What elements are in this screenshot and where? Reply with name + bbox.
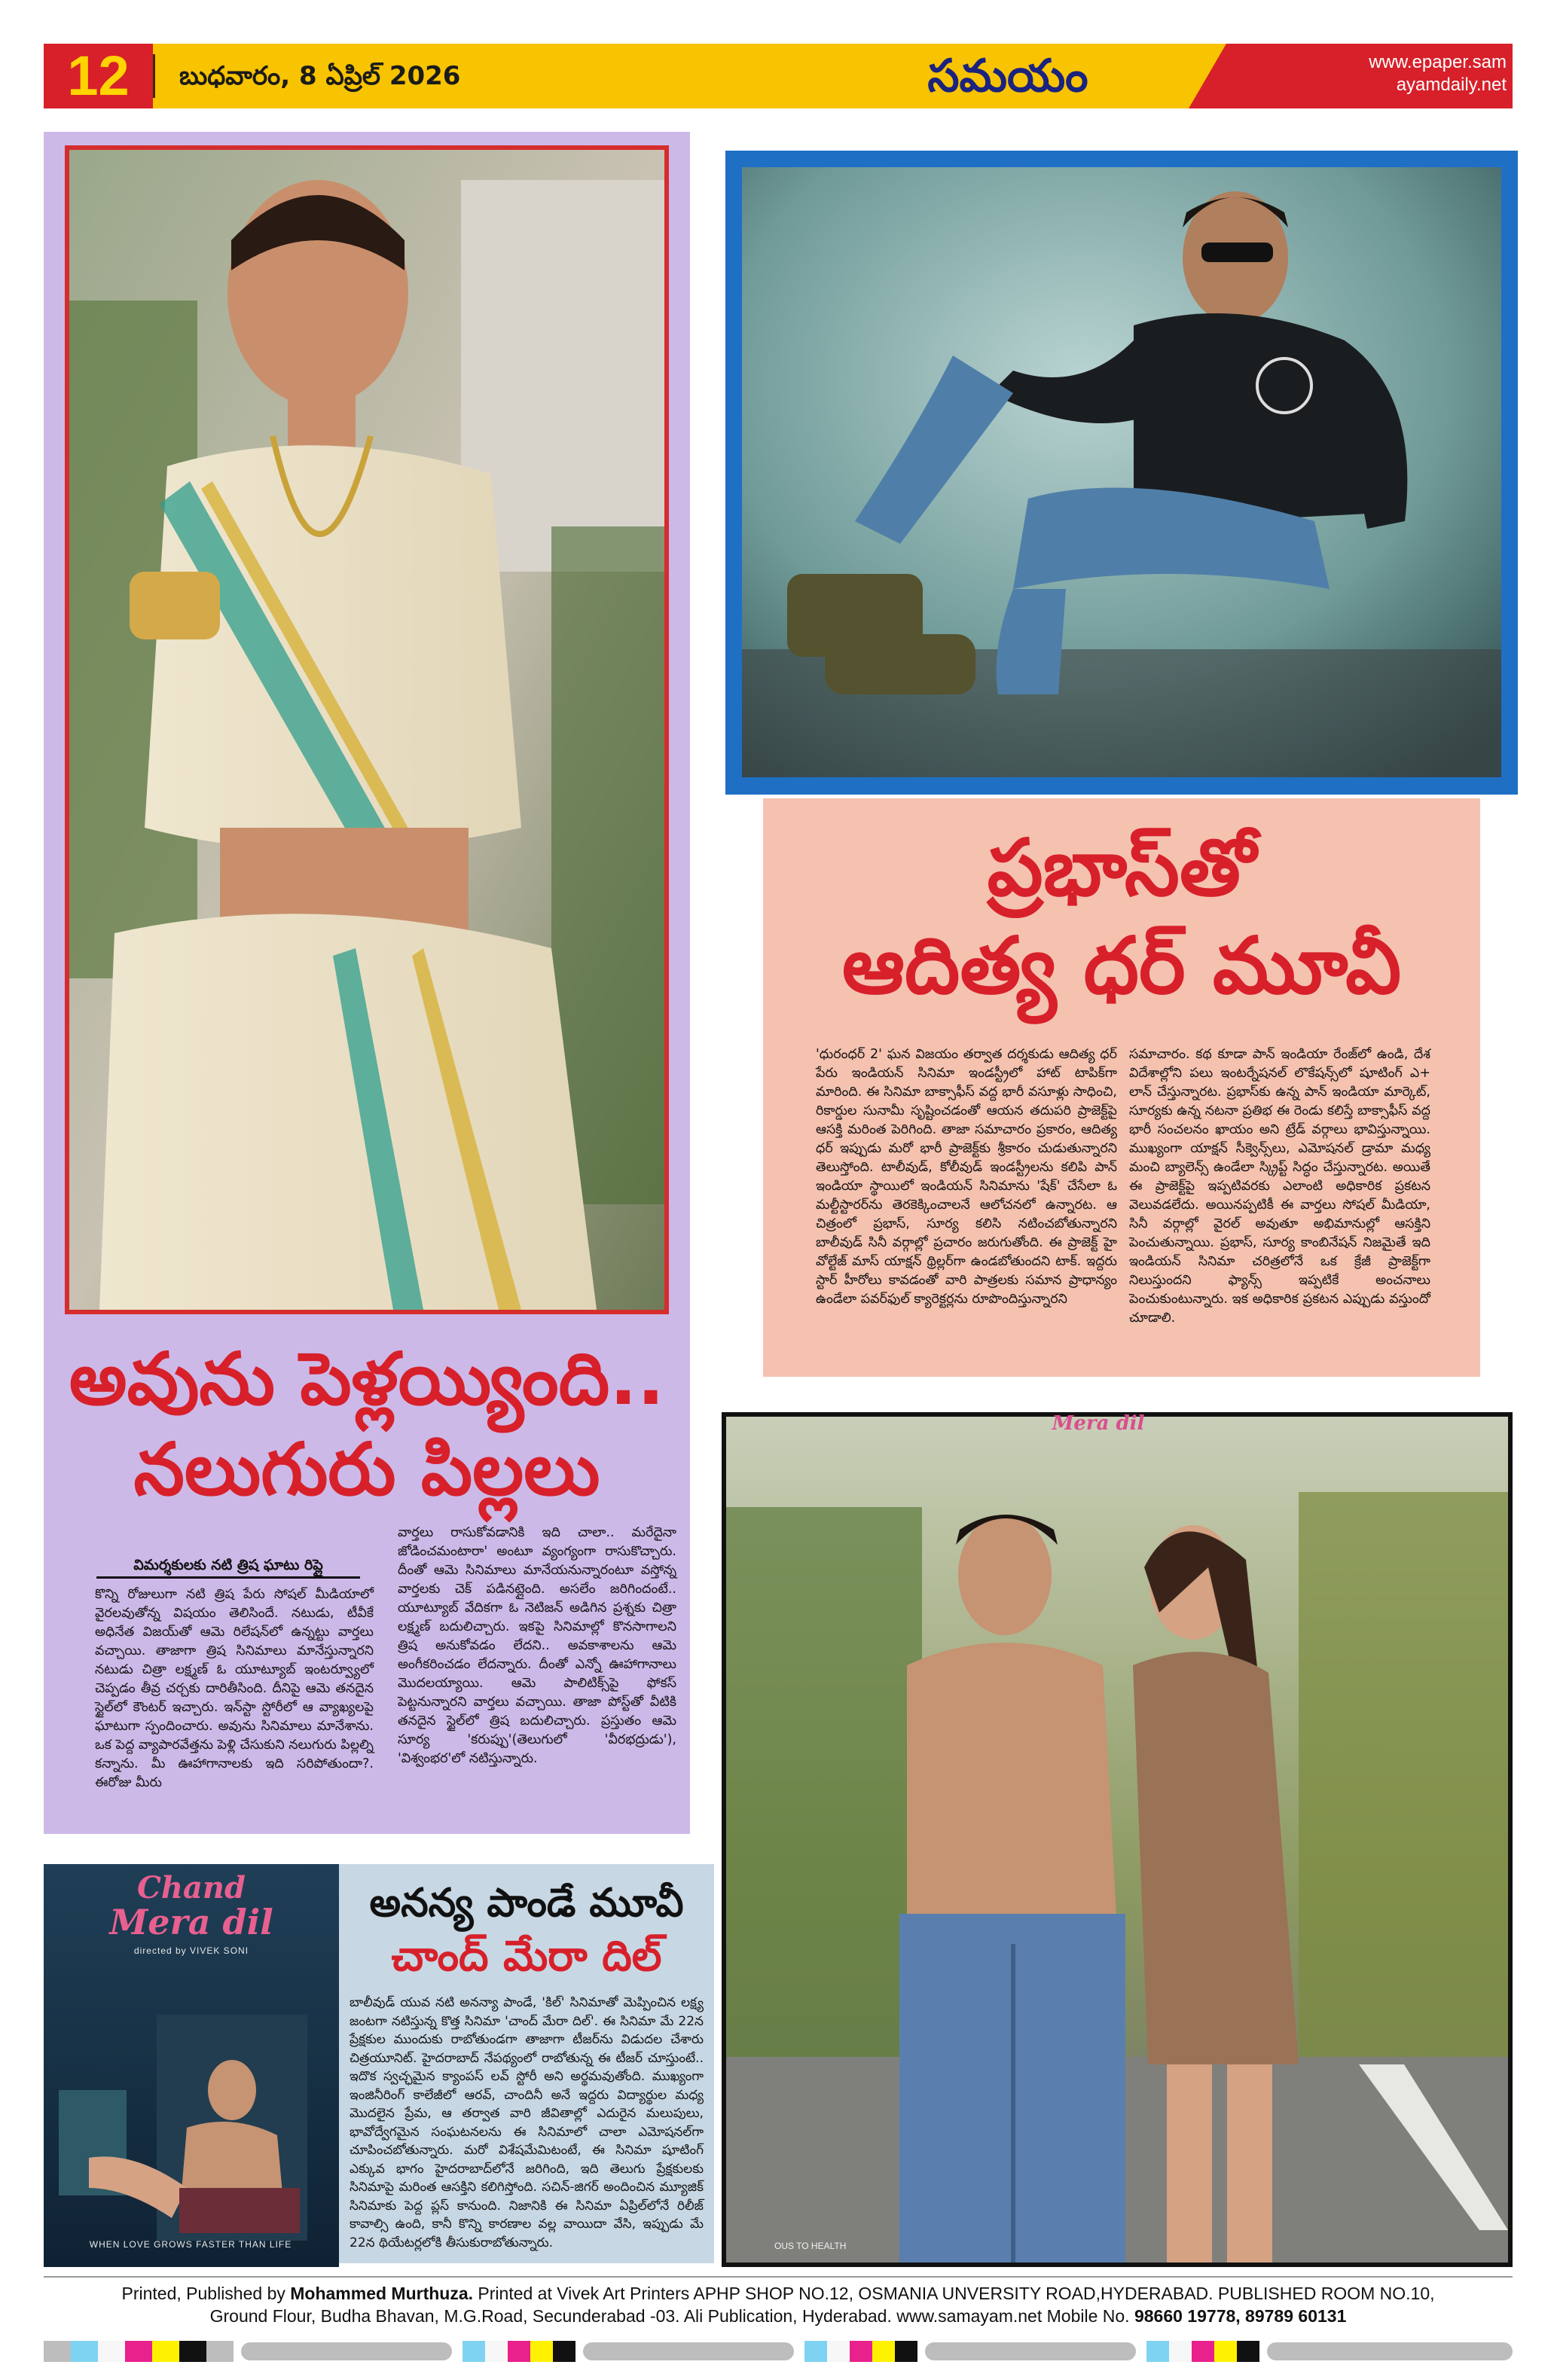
- imprint-mobile: 98660 19778, 89789 60131: [1134, 2306, 1347, 2326]
- trisha-body-column-1: కొన్ని రోజులుగా నటి త్రిష పేరు సోషల్ మీడియాలో వైరలవుతోన్న విషయం తెలిసిందే. నటుడు, టీవీకే అధినేత విజయ్‌తో ఆమె రిలేషన్‌లో ఉన్నట్టు వార్తలు వచ్చాయి. తాజాగా త్రిష సినిమాలు మానేస్తున్నారని నటుడు చిత్రా లక్ష్మణ్ ఓ యూట్యూబ్ ఇంటర్వ్యూలో చెప్పడం తీవ్ర చర్చకు దారితీసింది. దీనిపై ఆమె తనదైన స్టైల్‌లో కౌంటర్ ఇచ్చారు. ఇన్‌స్టా స్టోరీలో ఆ వ్యాఖ్యలపై ఘాటుగా స్పందించారు. అవును సినిమాలు మానేశాను. ఒక పెద్ద వ్యాపారవేత్తను పెళ్లి చేసుకుని నలుగురు పిల్లల్ని కన్నాను. మీ ఊహాగానాలకు ఇది సరిపోతుందా?. ఈరోజు మీరు: [95, 1587, 374, 1790]
- chand-body: బాలీవుడ్ యువ నటి అనన్యా పాండే, 'కిల్' సినిమాతో మెప్పించిన లక్ష్య జంటగా నటిస్తున్న కొత్త సినిమా 'చాంద్ మేరా దిల్'. ఈ సినిమా మే 22న ప్రేక్షకుల ముందుకు రాబోతుండగా తాజాగా టీజర్‌ను విడుదల చేశారు చిత్రయూనిట్. హైదరాబాద్ నేపథ్యంలో రాబోతున్న ఈ టీజర్ చూస్తుంటే.. ఇదొక స్వచ్ఛమైన క్యాంపస్ లవ్ స్టోరీ అని అర్థమవుతోంది. ముఖ్యంగా ఇంజినీరింగ్ కాలేజీలో ఆరవ్, చాందినీ అనే ఇద్దరు విద్యార్థుల మధ్య మొదలైన ప్రేమ, ఆ తర్వాత వారి జీవితాల్లో ఎదురైన మలుపులు, భావోద్వేగమైన సంఘటనలను ఈ సినిమాలో చాలా ఎమోషనల్‌గా చూపించబోతున్నారు. మరో విశేషమేమిటంటే, ఈ సినిమా షూటింగ్ ఎక్కువ భాగం హైదరాబాద్‌లోనే జరిగింది, ఇది తెలుగు ప్రేక్షకులకు సినిమాపై మరింత ఆసక్తిని కలిగిస్తోంది. సచిన్-జిగర్ అందించిన మ్యూజిక్ సినిమాకు పెద్ద ప్లస్ కానుంది. నిజానికి ఈ సినిమా ఏప్రిల్‌లోనే రిలీజ్ కావాల్సి ఉంది, కానీ కొన్ని కారణాల వల్ల వాయిదా వేసి, ఇప్పుడు మే 22న థియేటర్లలోకి తీసుకురాబోతున్నారు.: [350, 1995, 704, 2250]
- epaper-url-line2: ayamdaily.net: [1396, 75, 1507, 95]
- imprint-line2: Ground Flour, Budha Bhavan, M.G.Road, Secunderabad -03. Ali Publication, Hyderabad. www.samayam.net Mobile No.: [209, 2306, 1134, 2326]
- imprint-line1-rest: Printed at Vivek Art Printers APHP SHOP NO.12, OSMANIA UNVERSITY ROAD,HYDERABAD. PUBLISHED ROOM NO.10,: [473, 2284, 1435, 2303]
- trisha-headline-line1: అవును పెళ్లయ్యింది..: [69, 1337, 665, 1421]
- masthead-separator: [153, 54, 155, 98]
- trisha-photo: [69, 150, 664, 1310]
- prabhas-headline-line1: ప్రభాస్‌తో: [987, 822, 1256, 914]
- trisha-headline-line2: నలుగురు పిల్లలు: [133, 1427, 600, 1512]
- issue-date: బుధవారం, 8 ఏప్రిల్ 2026: [179, 61, 461, 91]
- prabhas-body-column-2: సమాచారం. కథ కూడా పాన్ ఇండియా రేంజ్‌లో ఉండి, దేశ విదేశాల్లోని పలు ఇంటర్నేషనల్ లొకేషన్స్‌లో షూటింగ్ ఎ+ లాన్ చేస్తున్నారట. ప్రభాస్‌కు ఉన్న పాన్ ఇండియా మార్కెట్, సూర్యకు ఉన్న నటనా ప్రతిభ ఈ రెండు కలిస్తే బాక్సాఫీస్ వద్ద భారీ సంచలనం ఖాయం అని ట్రేడ్ వర్గాలు భావిస్తున్నాయి. ముఖ్యంగా యాక్షన్ సీక్వెన్స్‌లు, ఎమోషనల్ డ్రామా మధ్య మంచి బ్యాలెన్స్ ఉండేలా స్క్రిప్ట్ సిద్ధం చేస్తున్నారట. అయితే ఈ ప్రాజెక్ట్‌పై ఇప్పటివరకు ఎలాంటి అధికారిక ప్రకటన వెలువడలేదు. అయినప్పటికీ ఈ వార్తలు సోషల్ మీడియా, సినీ వర్గాల్లో వైరల్ అవుతూ అభిమానుల్లో ఆసక్తిని పెంచుతున్నాయి. ప్రభాస్, సూర్య కాంబినేషన్ నిజమైతే ఇది ఇండియన్ సినిమా చరిత్రలోనే ఒక క్రేజీ ప్రాజెక్ట్‌గా నిలుస్తుందని ఫ్యాన్స్ ఇప్పటికే అంచనాలు పెంచుకుంటున్నారు. ఇక అధికారిక ప్రకటన ఎప్పుడు వస్తుందో చూడాలి.: [1129, 1047, 1430, 1326]
- imprint-prefix: Printed, Published by: [121, 2284, 291, 2303]
- imprint-line2-wrap: [44, 2305, 1513, 2327]
- masthead: [44, 44, 1513, 108]
- poster-title-line2: Mera dil: [109, 1902, 273, 1942]
- poster-title-line1: Chand: [137, 1870, 246, 1906]
- prabhas-photo-frame: [725, 151, 1518, 795]
- trisha-body-column-2: వార్తలు రాసుకోవడానికి ఇది చాలా.. మరేదైనా జోడించమంటారా' అంటూ వ్యంగ్యంగా రాసుకొచ్చారు. దీంతో ఆమె సినిమాలు మానేయనున్నారంటూ వస్తోన్న వార్తలకు చెక్ పడినట్లైంది. అసలేం జరిగిందంటే.. యూట్యూబ్ వేదికగా ఓ నెటిజన్ అడిగిన ప్రశ్నకు చిత్రా లక్ష్మణ్ బదులిచ్చారు. ఇకపై సినిమాల్లో కొనసాగాలని త్రిష అనుకోవడం లేదని.. అవకాశాలను ఆమె అంగీకరించడం లేదన్నారు. దీంతో ఎన్నో ఊహాగానాలు మొదలయ్యాయి. ఆమె పాలిటిక్స్‌పై ఫోకస్ పెట్టనున్నారని వార్తలు వచ్చాయి. తాజా పోస్ట్‌తో వీటికి తనదైన స్టైల్‌లో త్రిష బదులిచ్చారు. ప్రస్తుతం ఆమె సూర్య 'కరుప్పు'(తెలుగులో 'వీరభద్రుడు'), 'విశ్వంభర'లో నటిస్తున్నారు.: [398, 1525, 676, 1766]
- imprint-rule: [44, 2276, 1513, 2278]
- imprint-publisher: Mohammed Murthuza.: [290, 2284, 474, 2303]
- chand-mera-dil-poster: [44, 1864, 339, 2267]
- prabhas-body-column-1: 'ధురంధర్ 2' ఘన విజయం తర్వాత దర్శకుడు ఆదిత్య ధర్ పేరు ఇండియన్ సినిమా ఇండస్ట్రీలో హాట్ టాపిక్‌గా మారింది. ఈ సినిమా బాక్సాఫీస్ వద్ద భారీ వసూళ్లు సాధించి, రికార్డుల సునామీ సృష్టించడంతో ఆయన తదుపరి ప్రాజెక్ట్‌పై ఆసక్తి మరింత పెరిగింది. తాజా సమాచారం ప్రకారం, ఆదిత్య ధర్ ఇప్పుడు మరో భారీ ప్రాజెక్ట్‌కు శ్రీకారం చుడుతున్నారని తెలుస్తోంది. టాలీవుడ్, కోలీవుడ్ ఇండస్ట్రీలను కలిపి పాన్ ఇండియా స్థాయిలో ఇండియన్ సినిమాను 'షేక్' చేసేలా ఓ మల్టీస్టారర్‌ను తెరకెక్కించాలనే ఆలోచనలో ఉన్నారట. ఆ చిత్రంలో ప్రభాస్, సూర్య కలిసి నటించబోతున్నారని బాలీవుడ్ సినీ వర్గాల్లో ప్రచారం జరుగుతోంది. ఈ ప్రాజెక్ట్ హై వోల్టేజ్ మాస్ యాక్షన్ థ్రిల్లర్‌గా ఉండబోతుందని టాక్. ఇద్దరు స్టార్ హీరోలు కావడంతో వారి పాత్రలకు సమాన ప్రాధాన్యం ఉండేలా పవర్‌ఫుల్ క్యారెక్టర్లను రూపొందిస్తున్నారని: [816, 1047, 1117, 1307]
- chand-headline-line2: చాంద్ మేరా దిల్: [391, 1932, 662, 1981]
- couple-photo-bottom-text: OUS TO HEALTH: [774, 2241, 847, 2251]
- couple-photo-frame: [722, 1412, 1513, 2267]
- trisha-photo-frame: [65, 145, 669, 1314]
- trisha-story-panel: [44, 132, 690, 1834]
- prabhas-photo: [742, 167, 1501, 777]
- couple-photo: [726, 1417, 1508, 2263]
- chand-headline-line1: అనన్య పాండే మూవీ: [369, 1881, 684, 1926]
- epaper-url[interactable]: [1226, 51, 1507, 96]
- poster-tagline: WHEN LOVE GROWS FASTER THAN LIFE: [89, 2239, 292, 2250]
- page-number: 12: [67, 44, 130, 107]
- chand-story-panel: [339, 1864, 714, 2263]
- trisha-kicker: విమర్శకులకు నటి త్రిష ఘాటు రిప్లై: [96, 1554, 360, 1579]
- newspaper-logo: సమయం: [927, 50, 1088, 102]
- imprint: [44, 2282, 1513, 2327]
- prabhas-headline-line2: ఆదిత్య ధర్ మూవీ: [841, 920, 1402, 1012]
- imprint-line1: [44, 2282, 1513, 2305]
- poster-director: directed by VIVEK SONI: [133, 1945, 249, 1956]
- color-registration-strip: [44, 2341, 1513, 2362]
- epaper-url-line1: www.epaper.sam: [1369, 52, 1507, 72]
- couple-photo-title-text: Mera dil: [1052, 1412, 1145, 1435]
- prabhas-story-panel: [763, 798, 1480, 1377]
